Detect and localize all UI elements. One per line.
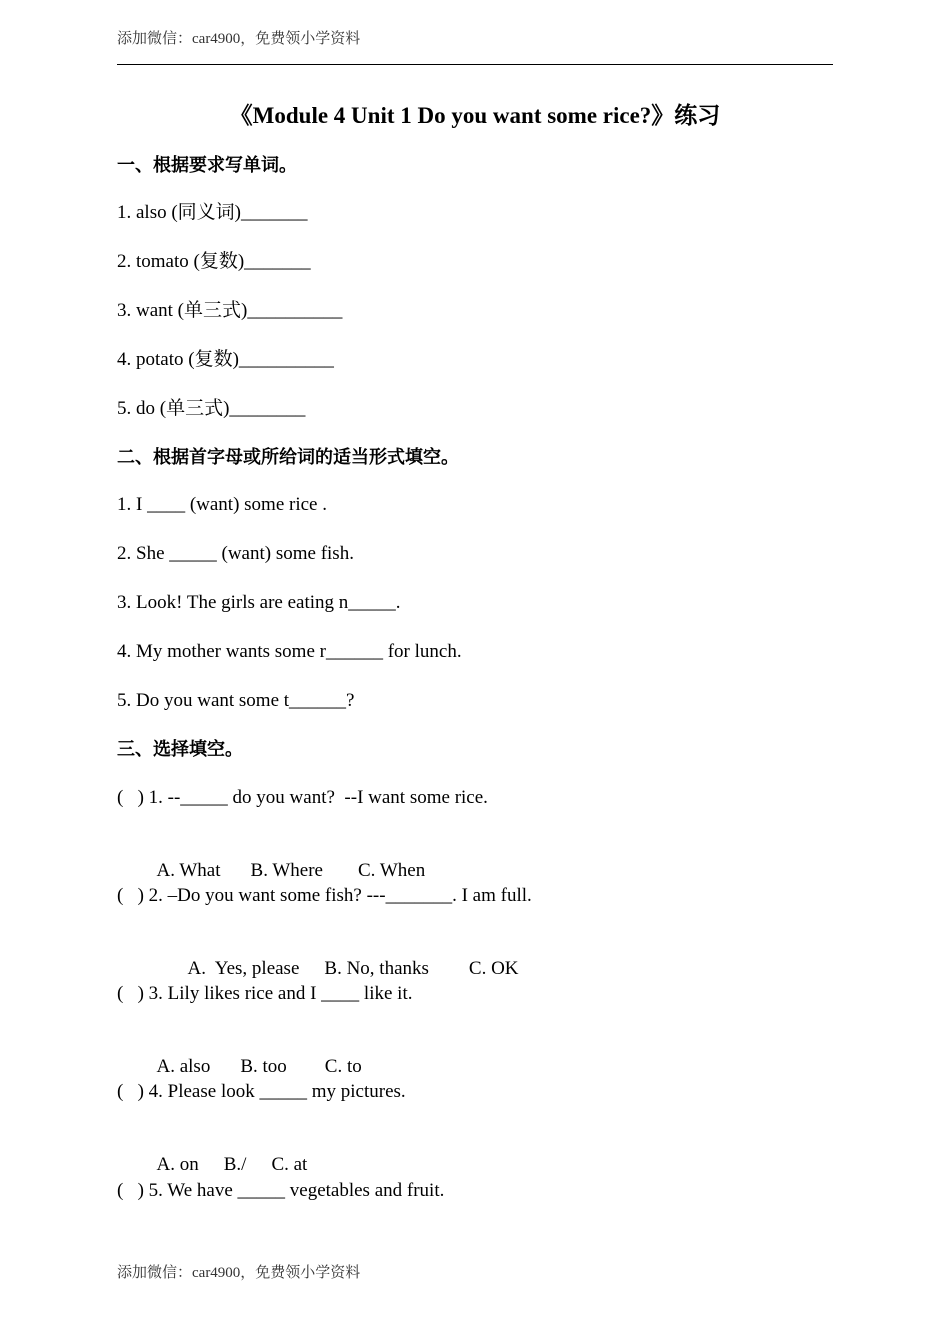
- question-3-option-c: C. to: [324, 1056, 362, 1077]
- section-2-item-5: 5. Do you want some t______?: [117, 690, 355, 711]
- question-4: ( ) 4. Please look _____ my pictures.: [117, 1081, 406, 1102]
- question-1-options: [147, 835, 425, 883]
- section-2-item-1: 1. I ____ (want) some rice .: [117, 494, 327, 515]
- question-4-option-b: B./: [223, 1154, 247, 1175]
- question-5: ( ) 5. We have _____ vegetables and fruit.: [117, 1180, 445, 1201]
- question-2-option-a: A. Yes, please: [187, 958, 300, 979]
- question-3-options: [147, 1031, 362, 1079]
- question-3-option-a: A. also: [156, 1056, 211, 1077]
- section-1-heading: 一、根据要求写单词。: [117, 155, 297, 176]
- question-2-option-c: C. OK: [468, 958, 519, 979]
- question-2: ( ) 2. –Do you want some fish? ---_______. I am full.: [117, 885, 532, 906]
- question-4-options: [147, 1129, 307, 1177]
- question-3: ( ) 3. Lily likes rice and I ____ like it.: [117, 983, 413, 1004]
- footer-note: 添加微信：car4900，免费领小学资料: [117, 1265, 361, 1281]
- question-2-option-b: B. No, thanks: [324, 958, 429, 979]
- question-3-option-b: B. too: [240, 1056, 287, 1077]
- section-1-item-5: 5. do (单三式)________: [117, 398, 306, 419]
- question-1-option-b: B. Where: [250, 860, 323, 881]
- page-title: 《Module 4 Unit 1 Do you want some rice?》练习: [229, 103, 721, 128]
- section-1-item-4: 4. potato (复数)__________: [117, 349, 334, 370]
- question-1-option-c: C. When: [358, 860, 426, 881]
- header-divider: [117, 64, 833, 65]
- section-3-heading: 三、选择填空。: [117, 739, 243, 760]
- question-4-option-c: C. at: [271, 1154, 308, 1175]
- section-2-heading: 二、根据首字母或所给词的适当形式填空。: [117, 447, 459, 468]
- question-1-option-a: A. What: [156, 860, 221, 881]
- section-1-item-3: 3. want (单三式)__________: [117, 300, 343, 321]
- question-1: ( ) 1. --_____ do you want? --I want some rice.: [117, 787, 488, 808]
- question-4-option-a: A. on: [156, 1154, 199, 1175]
- header-note: 添加微信：car4900，免费领小学资料: [117, 31, 361, 47]
- section-2-item-4: 4. My mother wants some r______ for lunch.: [117, 641, 462, 662]
- section-1-item-1: 1. also (同义词)_______: [117, 202, 308, 223]
- question-2-options: [178, 933, 519, 981]
- section-2-item-2: 2. She _____ (want) some fish.: [117, 543, 354, 564]
- section-2-item-3: 3. Look! The girls are eating n_____.: [117, 592, 401, 613]
- section-1-item-2: 2. tomato (复数)_______: [117, 251, 311, 272]
